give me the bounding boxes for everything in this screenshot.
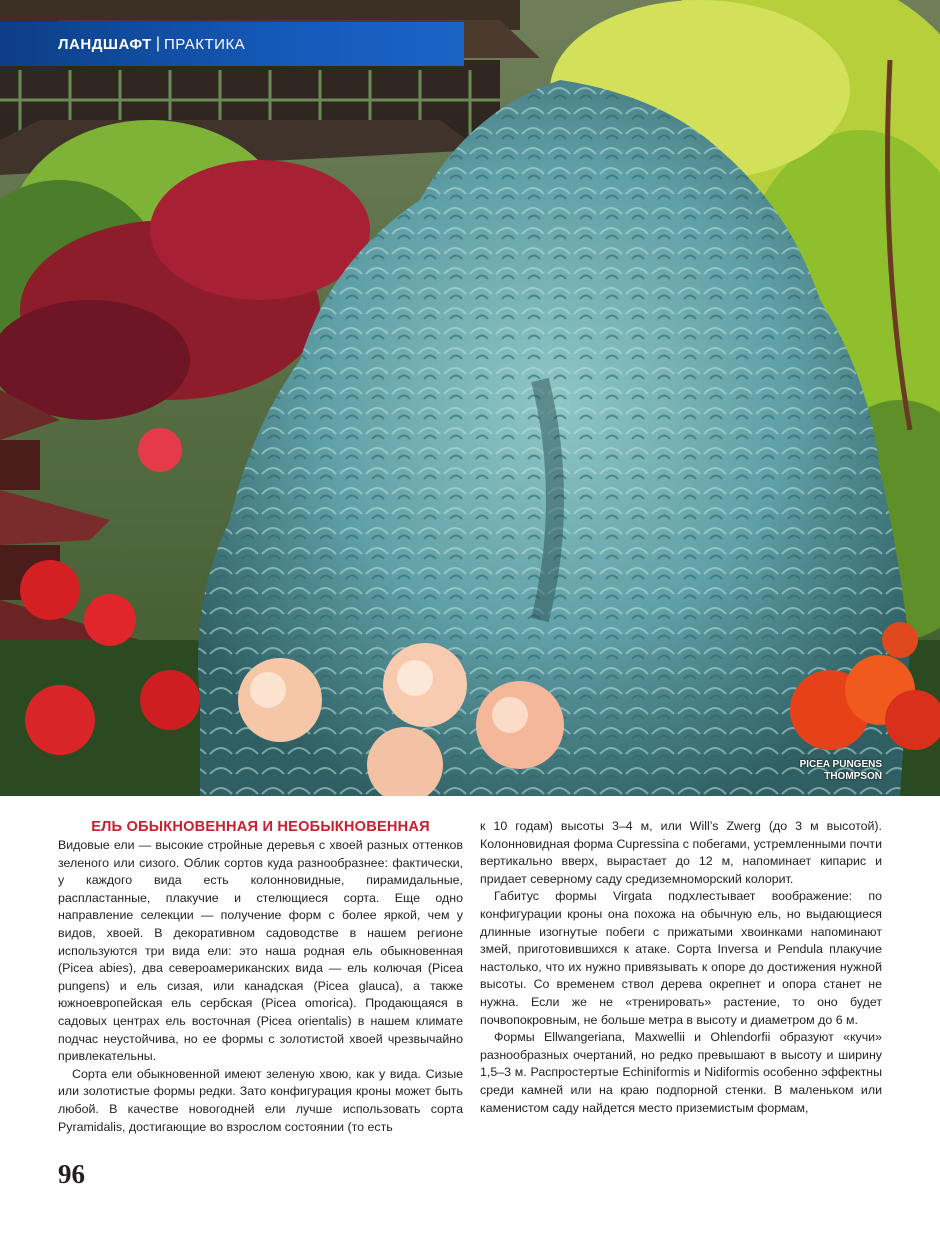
section-banner <box>0 22 464 66</box>
article-paragraph: Габитус формы Virgata подхлестывает воображение: по конфигурации кроны она похожа на обычную ель, но выдающиеся длинные изогнутые побеги с прижатыми хвоинками напоминают змей, приготовившихся к атаке. Сорта Inversa и Pendula плакучие настолько, что их нужно привязывать к опоре до достижения нужной высоты. Со временем ствол дерева окрепнет и опора станет не нужна. Если же не «тренировать» растение, то оно будет почвопокровным, не больше метра в высоту и диаметром до 6 м. <box>480 889 882 1027</box>
caption-line-1: PICEA PUNGENS <box>799 759 882 770</box>
section-label: ЛАНДШАФТ <box>58 35 152 53</box>
page-number: 96 <box>58 1159 85 1189</box>
photo-caption <box>800 759 882 783</box>
article-paragraph: Сорта ели обыкновенной имеют зеленую хвою, как у вида. Сизые или золотистые формы редки. Зато конфигурация кроны может быть любой. В качестве новогодней ели лучше использовать сорта Pyramidalis, достигающие во взрослом состоянии (то есть <box>58 1066 463 1134</box>
article-paragraph: к 10 годам) высоты 3–4 м, или Will’s Zwerg (до 3 м высотой). Колонновидная форма Cupressina с побегами, устремленными почти вертикально вверх, вырастает до 12 м, напоминает кипарис и придает северному саду средиземноморский колорит. <box>480 819 882 886</box>
section-separator: | <box>155 35 160 52</box>
caption-line-2: THOMPSON <box>824 771 882 782</box>
article-paragraph: Формы Ellwangeriana, Maxwellii и Ohlendorfii образуют «кучи» разнообразных очертаний, но редко превышают в высоту и ширину 1,5–3 м. Распростертые Echiniformis и Nidiformis особенно эффектны среди камней или на краю подпорной стенки. В маленьком или каменистом саду найдется место приземистым формам, <box>480 1030 882 1115</box>
subsection-label: ПРАКТИКА <box>163 35 246 53</box>
article-paragraph: Видовые ели — высокие стройные деревья с хвоей разных оттенков зеленого или сизого. Облик сортов куда разнообразнее: фактически, у каждого вида есть колонновидные, пирамидальные, распластанные, плакучие и стелющиеся сорта. Еще одно направление селекции — получение форм с более яркой, чем у видов, хвоей. В декоративном садоводстве в нашем регионе используются три вида ели: это наша родная ель обыкновенная (Picea abies), два североамериканских вида — ель колючая (Picea pungens) и ель сизая, или канадская (Picea glauca), а также южноевропейская ель сербская (Picea omorica). Продающаяся в садовых центрах ель восточная (Picea orientalis) в нашем климате подчас неустойчива, но ее формы с золотистой хвоей чрезвычайно привлекательны. <box>58 838 463 1064</box>
article-column-left <box>58 818 463 1136</box>
article-title: ЕЛЬ ОБЫКНОВЕННАЯ И НЕОБЫКНОВЕННАЯ <box>91 819 430 835</box>
article-column-right <box>480 818 882 1117</box>
